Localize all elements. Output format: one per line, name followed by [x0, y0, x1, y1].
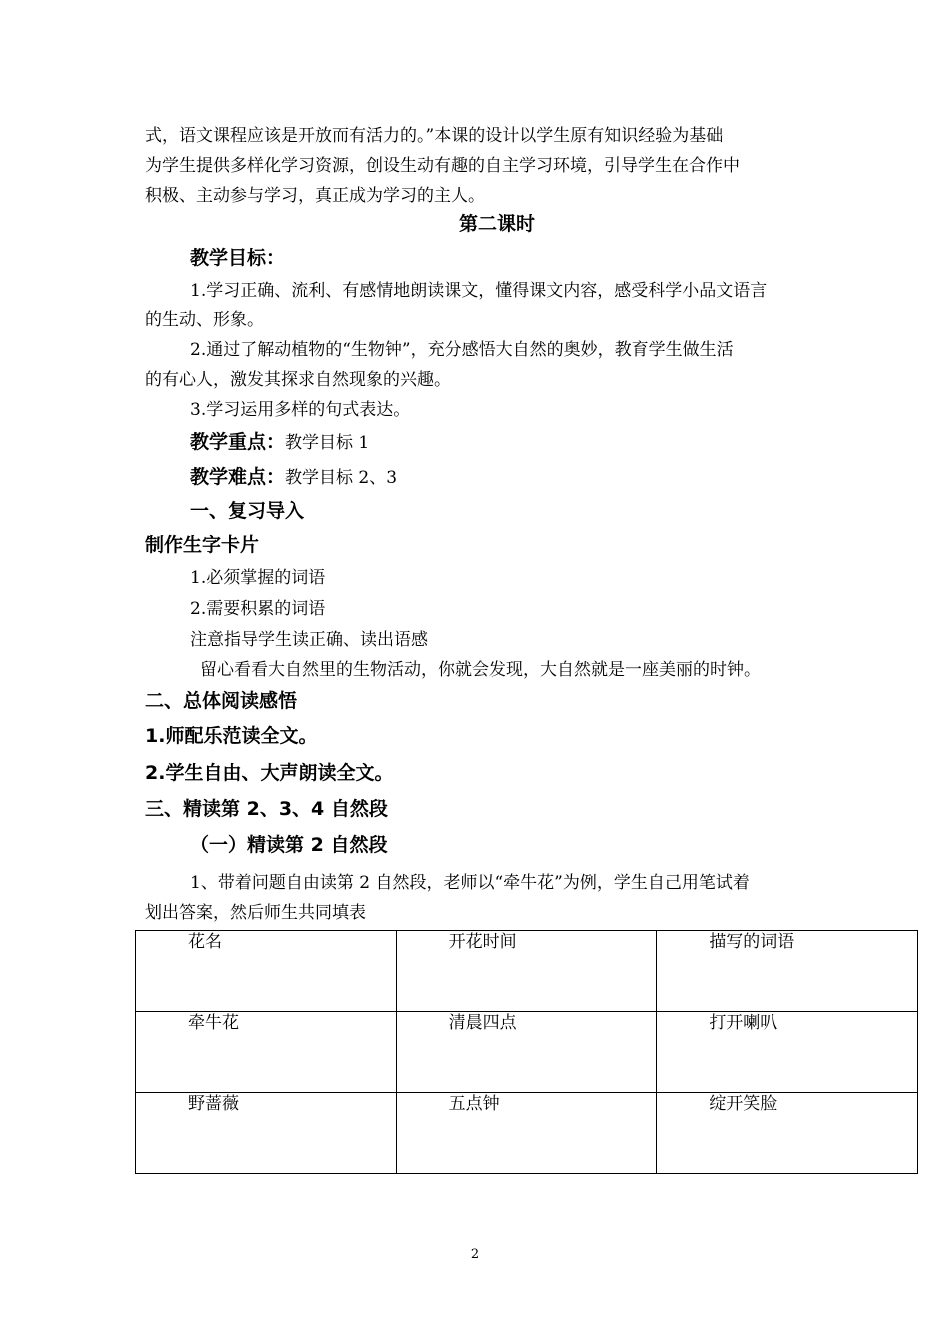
task-line-1: 1、带着问题自由读第 2 自然段，老师以“牵牛花”为例，学生自己用笔试着	[190, 873, 750, 893]
table-header-cell: 描写的词语	[657, 931, 918, 1012]
reading-step-2: 2.学生自由、大声朗读全文。	[145, 762, 394, 784]
key-point-row	[190, 430, 369, 455]
table-cell: 五点钟	[396, 1093, 657, 1174]
card-item-2: 2.需要积累的词语	[190, 599, 326, 619]
section-2-heading: 二、总体阅读感悟	[145, 690, 298, 712]
note-line: 注意指导学生读正确、读出语感	[190, 630, 428, 650]
table-header-row	[136, 931, 918, 1012]
goals-heading: 教学目标：	[190, 247, 286, 269]
table-header-cell: 花名	[136, 931, 397, 1012]
key-point-value: 教学目标 1	[285, 433, 370, 453]
section-3-heading: 三、精读第 2、3、4 自然段	[145, 798, 388, 820]
cards-heading: 制作生字卡片	[145, 534, 260, 556]
paragraph-line: 为学生提供多样化学习资源，创设生动有趣的自主学习环境，引导学生在合作中	[145, 156, 740, 176]
lesson-title: 第二课时	[458, 213, 535, 235]
subsection-heading: （一）精读第 2 自然段	[190, 834, 388, 856]
page-number: 2	[470, 1247, 480, 1262]
goal-3: 3.学习运用多样的句式表达。	[190, 400, 411, 420]
table-row	[136, 1012, 918, 1093]
table-cell: 清晨四点	[396, 1012, 657, 1093]
table-row	[136, 1093, 918, 1174]
reading-step-1: 1.师配乐范读全文。	[145, 725, 318, 747]
paragraph-line: 积极、主动参与学习，真正成为学习的主人。	[145, 186, 485, 206]
section-1-heading: 一、复习导入	[190, 500, 305, 522]
paragraph-line: 式，语文课程应该是开放而有活力的。”本课的设计以学生原有知识经验为基础	[145, 126, 724, 146]
task-line-2: 划出答案，然后师生共同填表	[145, 903, 366, 923]
goal-2-line-2: 的有心人，激发其探求自然现象的兴趣。	[145, 370, 451, 390]
table-cell: 绽开笑脸	[657, 1093, 918, 1174]
quote-line: 留心看看大自然里的生物活动，你就会发现，大自然就是一座美丽的时钟。	[200, 660, 761, 680]
card-item-1: 1.必须掌握的词语	[190, 568, 326, 588]
table-header-cell: 开花时间	[396, 931, 657, 1012]
goal-1-line-2: 的生动、形象。	[145, 310, 264, 330]
table-cell: 野蔷薇	[136, 1093, 397, 1174]
key-point-label: 教学重点：	[190, 431, 286, 453]
difficulty-value: 教学目标 2、3	[285, 468, 398, 488]
goal-2-line-1: 2.通过了解动植物的“生物钟”，充分感悟大自然的奥妙，教育学生做生活	[190, 340, 734, 360]
difficulty-row	[190, 465, 397, 490]
difficulty-label: 教学难点：	[190, 466, 286, 488]
goal-1-line-1: 1.学习正确、流利、有感情地朗读课文，懂得课文内容，感受科学小品文语言	[190, 281, 768, 301]
table-cell: 打开喇叭	[657, 1012, 918, 1093]
flower-table	[135, 930, 918, 1174]
table-cell: 牵牛花	[136, 1012, 397, 1093]
